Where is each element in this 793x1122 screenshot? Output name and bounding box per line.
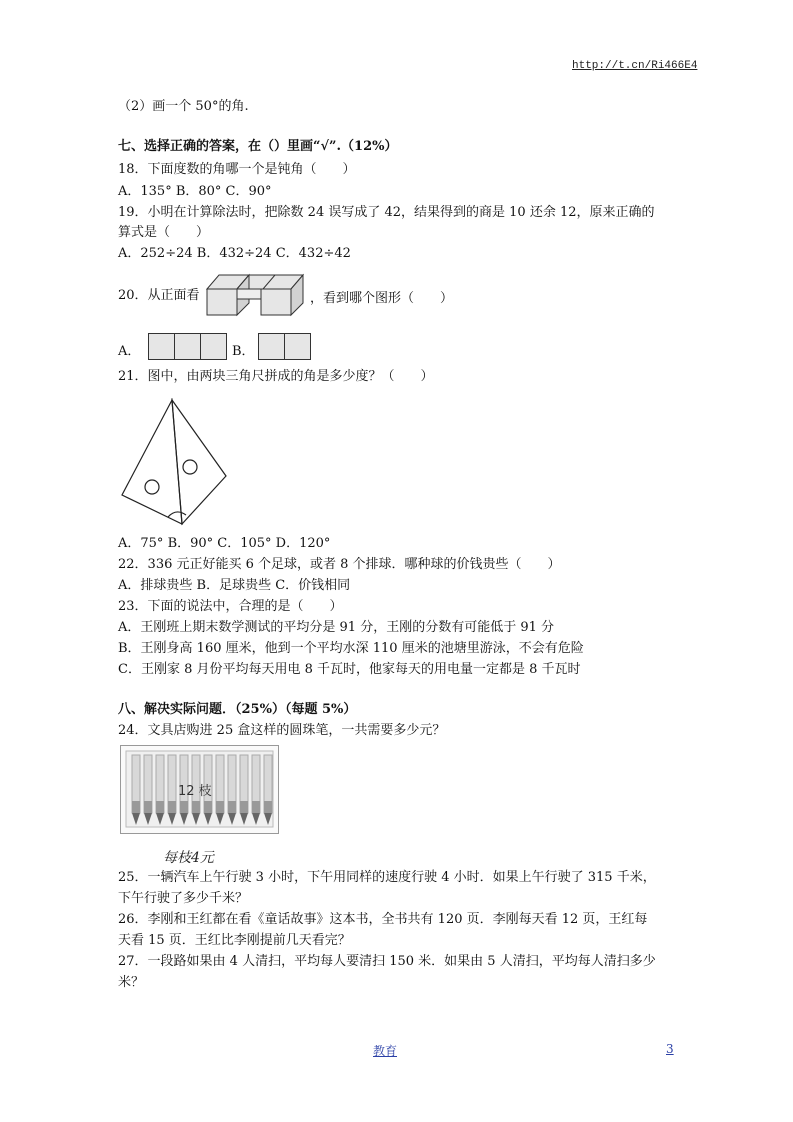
pen-grip [180,801,188,813]
option-23-a: A．王刚班上期末数学测试的平均分是 91 分，王刚的分数有可能低于 91 分 [118,620,555,635]
pen-grip [144,801,152,813]
option-b-label: B． [232,344,255,359]
pen-price: 每枝4元 [163,850,214,866]
question-25-cont: 下午行驶了多少千米？ [118,891,249,906]
pen-grip [264,801,272,813]
section-heading-8: 八、解决实际问题．（25%）（每题 5%） [118,702,357,717]
cubes-figure [205,271,305,317]
option-23-c: C．王刚家 8 月份平均每天用电 8 千瓦时，他家每天的用电量一定都是 8 千瓦时 [118,662,581,677]
pen-grip [228,801,236,813]
pen-grip [252,801,260,813]
question-26: 26．李刚和王红都在看《童话故事》这本书，全书共有 120 页．李刚每天看 12 页，王红每 [118,912,648,927]
question-18: 18．下面度数的角哪一个是钝角（ ） [118,162,356,177]
pen-grip [204,801,212,813]
options-21: A．75° B．90° C．105° D．120° [118,536,331,551]
question-22: 22．336 元正好能买 6 个足球，或者 8 个排球．哪种球的价钱贵些（ ） [118,557,561,572]
header-url[interactable]: http://t.cn/Ri466E4 [572,60,698,72]
options-18: A．135° B．80° C．90° [118,184,272,199]
footer-link[interactable]: 教育 [373,1044,398,1058]
pen-box-label: 12 枝 [178,784,212,799]
question-21: 21．图中，由两块三角尺拼成的角是多少度？（ ） [118,369,434,384]
pen-grip [132,801,140,813]
question-19: 19．小明在计算除法时，把除数 24 误写成了 42，结果得到的商是 10 还余 12，原来正确的 [118,205,655,220]
options-22: A．排球贵些 B．足球贵些 C．价钱相同 [118,578,351,593]
question-23: 23．下面的说法中，合理的是（ ） [118,599,343,614]
option-b-shape [258,333,312,361]
question-19-cont: 算式是（ ） [118,225,210,240]
question-20-tail: ，看到哪个图形（ ） [310,291,454,306]
set-squares-figure [120,398,230,528]
text-line: （2）画一个 50°的角. [118,99,249,114]
pen-grip [192,801,200,813]
option-23-b: B．王刚身高 160 厘米，他到一个平均水深 110 厘米的池塘里游泳，不会有危险 [118,641,584,656]
question-25: 25．一辆汽车上午行驶 3 小时，下午用同样的速度行驶 4 小时．如果上午行驶了 315 千米， [118,870,656,885]
option-a-label: A． [118,344,141,359]
options-19: A．252÷24 B．432÷24 C．432÷42 [118,246,351,261]
section-heading-7: 七、选择正确的答案，在（）里画“√”.（12%） [118,139,398,154]
question-27: 27．一段路如果由 4 人清扫，平均每人要清扫 150 米．如果由 5 人清扫，平均每人清扫多少 [118,954,656,969]
question-26-cont: 天看 15 页．王红比李刚提前几天看完？ [118,933,351,948]
question-27-cont: 米？ [118,975,145,990]
option-a-shape [148,333,228,361]
pen-grip [168,801,176,813]
pen-grip [216,801,224,813]
pen-grip [240,801,248,813]
page-number: 3 [666,1042,674,1056]
question-20: 20．从正面看 [118,288,200,303]
pen-grip [156,801,164,813]
question-24: 24．文具店购进 25 盒这样的圆珠笔，一共需要多少元？ [118,723,446,738]
